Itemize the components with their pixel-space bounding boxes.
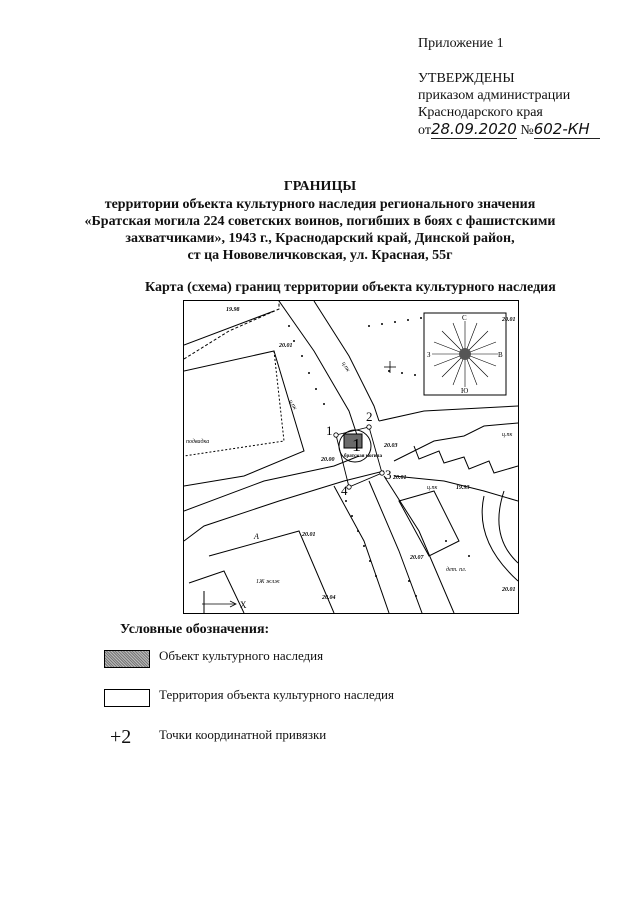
approval-line-2: Краснодарского края — [418, 105, 543, 120]
podvadka-label: подвадка — [186, 439, 210, 445]
compass-rose-icon — [424, 313, 506, 395]
legend-heritage-territory: Территория объекта культурного наследия — [159, 687, 394, 702]
approval-line-1: приказом администрации — [418, 88, 571, 103]
title-line-2: «Братская могила 224 советских воинов, погибших в боях с фашистскими — [84, 214, 556, 229]
date-value: 28.09.2020 — [430, 120, 517, 138]
approval-block — [418, 70, 600, 139]
bratskaya-label: братская могила — [344, 454, 382, 459]
boundary-map — [183, 300, 519, 614]
axis-x-label: X — [240, 600, 247, 610]
coord-point-symbol: +2 — [110, 726, 132, 748]
building-label: 1Ж жлж — [256, 579, 280, 585]
date-prefix: от — [418, 123, 431, 138]
elev-label: 20.01 — [502, 587, 516, 593]
elev-label: 20.01 — [279, 343, 293, 349]
elev-label: 20.01 — [393, 475, 407, 481]
elev-label: 20.00 — [321, 457, 335, 463]
compass-n: С — [462, 314, 467, 322]
heritage-territory-swatch — [104, 689, 150, 707]
point-label-2: 2 — [366, 409, 373, 424]
approval-heading: УТВЕРЖДЕНЫ — [418, 71, 515, 86]
compass-s: Ю — [461, 387, 469, 395]
point-label-1: 1 — [326, 423, 333, 438]
title-line-3: захватчиками», 1943 г., Краснодарский край, Динской район, — [125, 231, 515, 246]
playground-label: дет. пл. — [446, 567, 467, 573]
legend-title: Условные обозначения: — [120, 622, 270, 637]
legend-coord-points: Точки координатной привязки — [159, 727, 327, 742]
number-prefix: № — [520, 123, 534, 138]
crosshair-icon — [384, 361, 396, 373]
elev-label: 20.07 — [410, 555, 424, 561]
document-title: ГРАНИЦЫ — [283, 179, 357, 194]
compass-w: З — [427, 351, 431, 359]
elev-label: 19.93 — [456, 485, 470, 491]
elev-label: 20.03 — [384, 443, 398, 449]
title-line-1: территории объекта культурного наследия регионального значения — [104, 197, 536, 212]
map-caption: Карта (схема) границ территории объекта культурного наследия — [145, 280, 556, 295]
point-label-3: 3 — [385, 467, 392, 482]
title-line-4: ст ца Нововеличковская, ул. Красная, 55г — [187, 248, 453, 263]
point-label-4: 4 — [341, 483, 348, 498]
road-label: ц.пк — [427, 485, 438, 491]
parcel-label: А — [254, 532, 259, 541]
legend-heritage-object: Объект культурного наследия — [159, 648, 324, 663]
road-label: ц.пк — [287, 399, 298, 411]
elev-label: 20.04 — [322, 595, 336, 601]
appendix-label: Приложение 1 — [418, 36, 504, 51]
compass-e: В — [498, 351, 503, 359]
axis-arrow-icon — [202, 597, 236, 611]
heritage-object-swatch — [104, 650, 150, 668]
elev-label: 20.01 — [502, 317, 516, 323]
approval-date-line — [418, 121, 600, 139]
object-number-label: 1 — [352, 435, 361, 455]
road-label: ц.пк — [502, 432, 513, 438]
elev-label: 20.01 — [302, 532, 316, 538]
map-drawing — [184, 301, 518, 613]
number-value: 602-КН — [534, 121, 600, 139]
road-label: ц.пк — [340, 361, 351, 373]
elev-label: 19.98 — [226, 307, 240, 313]
